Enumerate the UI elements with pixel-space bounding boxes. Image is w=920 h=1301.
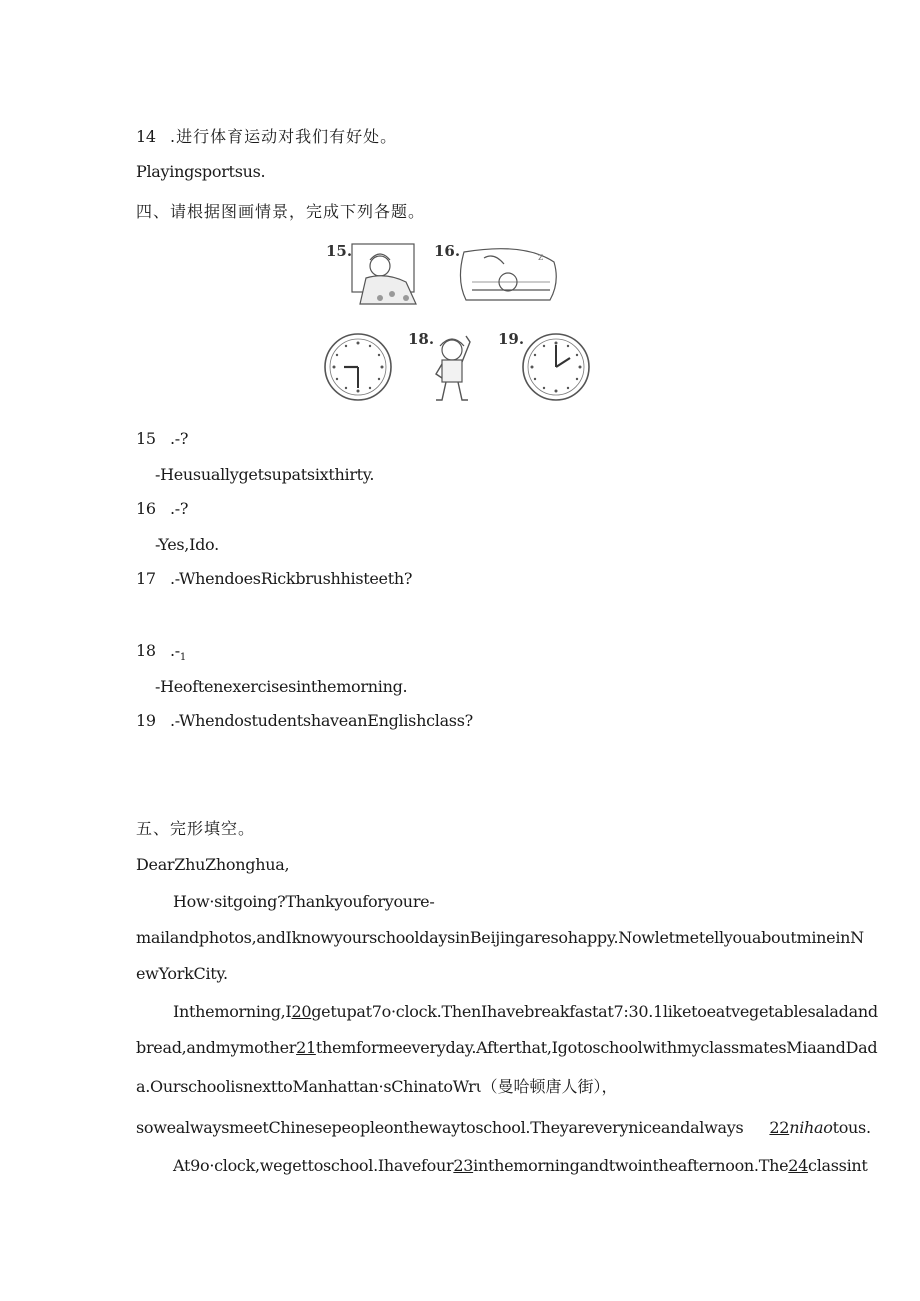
blank-21: 21 (296, 1038, 316, 1057)
q18-number: 18 (136, 641, 156, 660)
letter-text: Inthemorning,I (173, 1002, 292, 1021)
q16-text: .-? (170, 499, 189, 518)
letter-p3-line1 (173, 1156, 868, 1175)
q18-text: .- (170, 641, 180, 660)
blank-23: 23 (453, 1156, 474, 1175)
figure-label-18: 18. (408, 330, 435, 348)
letter-text: tous. (832, 1118, 871, 1137)
q18-answer: -Heoftenexercisesinthemorning. (155, 677, 408, 696)
blank-20: 20 (291, 1002, 312, 1021)
letter-p2-line4 (136, 1118, 871, 1137)
section5-title: 五、完形填空。 (136, 819, 256, 838)
section4-title: 四、请根据图画情景，完成下列各题。 (136, 202, 426, 221)
letter-text: a.OurschoolisnexttoManhattan·sChinatoWrι (136, 1077, 482, 1096)
q14-prompt (136, 124, 397, 147)
q17-number: 17 (136, 569, 156, 588)
letter-text: sowealwaysmeetChinesepeopleonthewaytoschool.Theyareveryniceandalways (136, 1118, 744, 1137)
q16-answer: -Yes,Ido. (155, 535, 219, 554)
letter-salutation: DearZhuZhonghua, (136, 855, 290, 874)
q14-number: 14 (136, 127, 156, 146)
q14-answer: Playingsportsus. (136, 162, 266, 181)
letter-text: classint (808, 1156, 868, 1175)
letter-p1-line1: How·sitgoing?Thankyouforyoure- (173, 892, 435, 911)
blank-22: 22 (769, 1118, 790, 1137)
q14-chinese: .进行体育运动对我们有好处。 (170, 127, 398, 146)
q17-text: .-WhendoesRickbrushhisteeth? (170, 569, 413, 588)
letter-p2-line2 (136, 1038, 877, 1057)
letter-text: inthemorningandtwointheafternoon.The (473, 1156, 789, 1175)
figure-16-girl-sleeping (434, 242, 556, 300)
figure-label-15: 15. (326, 242, 353, 260)
letter-text: themformeeveryday.Afterthat,IgotoschoolwithmyclassmatesMiaandDad (315, 1038, 878, 1057)
q18-subscript: 1 (179, 652, 186, 664)
letter-text: At9o·clock,wegettoschool.Ihavefour (173, 1156, 454, 1175)
letter-italic-nihao: nihao (789, 1118, 833, 1137)
q15-text: .-? (170, 429, 189, 448)
letter-p1-line3: ewYorkCity. (136, 964, 228, 983)
figure-19-clock (498, 330, 589, 400)
letter-p2-line1 (173, 1002, 878, 1021)
q19-text: .-WhendostudentshaveanEnglishclass? (170, 711, 473, 730)
q15-answer: -Heusuallygetsupatsixthirty. (155, 465, 375, 484)
figure-17-clock (325, 334, 391, 400)
blank-24: 24 (788, 1156, 809, 1175)
q16-number: 16 (136, 499, 156, 518)
picture-panel (322, 238, 594, 408)
letter-p1-line2: mailandphotos,andIknowyourschooldaysinBeijingaresohappy.NowletmetellyouaboutmineinN (136, 928, 864, 947)
letter-text: bread,andmymother (136, 1038, 297, 1057)
letter-chinese-note: （曼哈顿唐人街）， (481, 1077, 618, 1096)
svg-text:z: z (538, 252, 544, 263)
figure-label-19: 19. (498, 330, 525, 348)
q15-question (136, 429, 188, 448)
letter-text: getupat7o·clock.ThenIhavebreakfastat7:30.1liketoeatvegetablesaladand (311, 1002, 878, 1021)
q18-question (136, 641, 186, 663)
q16-question (136, 499, 188, 518)
figure-18-boy-exercising (408, 330, 470, 400)
figure-label-16: 16. (434, 242, 461, 260)
q19-question (136, 711, 473, 730)
letter-p2-line3 (136, 1074, 617, 1097)
q15-number: 15 (136, 429, 156, 448)
q17-question (136, 569, 412, 588)
figure-15-girl-waking (326, 242, 416, 304)
q19-number: 19 (136, 711, 156, 730)
